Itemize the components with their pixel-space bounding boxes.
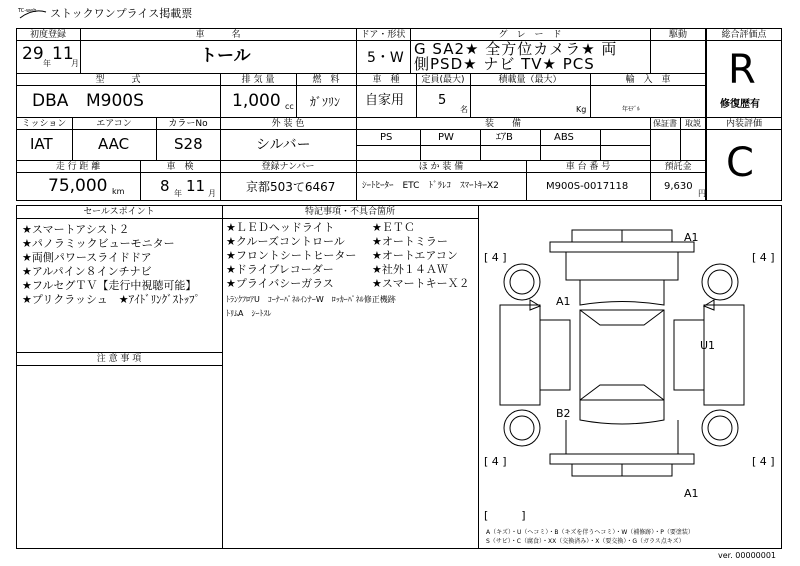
tire-spare: [ ] bbox=[484, 509, 526, 522]
special-item: ★オートエアコン bbox=[372, 249, 458, 262]
label-displacement: 排 気 量 bbox=[241, 75, 275, 85]
label-mission: ミッション bbox=[21, 119, 67, 129]
version-label: ver. 00000001 bbox=[718, 551, 777, 560]
special-item: ★ＥＴＣ bbox=[372, 221, 415, 234]
grade-line-1: G SA2★ 全方位カメラ★ 両 bbox=[414, 40, 618, 58]
overall-grade-sub: 修復歴有 bbox=[720, 99, 760, 110]
equip-1: PS bbox=[380, 132, 393, 143]
special-item: ★フロントシートヒーター bbox=[226, 249, 357, 262]
label-vin: 車 台 番 号 bbox=[565, 162, 611, 172]
car-name-value: トール bbox=[200, 46, 251, 66]
selling-point: ★両側パワースライドドア bbox=[22, 251, 152, 264]
other-equip-value: ｼｰﾄﾋｰﾀｰ ETC ﾄﾞﾗﾚｺ ｽﾏｰﾄｷｰX2 bbox=[362, 181, 499, 191]
mileage-value: 75,000 bbox=[48, 176, 108, 196]
label-capacity: 定員(最大) bbox=[421, 75, 465, 85]
displacement-value: 1,000 bbox=[232, 91, 281, 111]
legend-line-2: S（サビ）・C（腐食）・XX（交換済み）・X（要交換）・G（ガラス点キズ） bbox=[486, 538, 685, 545]
color-no-value: S28 bbox=[174, 135, 203, 153]
insp-year-unit: 年 bbox=[174, 189, 182, 198]
damage-mark: B2 bbox=[556, 407, 571, 420]
special-item: ★プライバシーガラス bbox=[226, 277, 334, 290]
fuel-value: ｶﾞｿﾘﾝ bbox=[310, 95, 341, 109]
selling-point: ★パノラミックビューモニター bbox=[22, 237, 175, 250]
exterior-value: シルバー bbox=[256, 137, 311, 153]
special-item: ★スマートキーＸ２ bbox=[372, 277, 470, 290]
plate-value: 京都503て6467 bbox=[246, 180, 336, 194]
reg-month-unit: 月 bbox=[71, 59, 79, 68]
label-car-name: 車 名 bbox=[195, 30, 241, 40]
label-warranty: 保証書 bbox=[653, 119, 677, 128]
label-plate: 登録ナンバー bbox=[261, 162, 315, 172]
special-item: ★社外１４ＡＷ bbox=[372, 263, 448, 276]
label-color-no: カラーNo bbox=[168, 119, 208, 129]
tire-front-left: [ 4 ] bbox=[484, 251, 507, 264]
selling-point: ★フルセグＴＶ【走行中視聴可能】 bbox=[22, 279, 197, 292]
damage-mark: A1 bbox=[684, 487, 699, 500]
vin-value: M900S-0017118 bbox=[546, 181, 629, 192]
equip-2: PW bbox=[438, 132, 454, 143]
doors-value: 5・W bbox=[367, 50, 404, 66]
insp-month-unit: 月 bbox=[208, 189, 216, 198]
category-value: 自家用 bbox=[365, 93, 405, 108]
label-mileage: 走 行 距 離 bbox=[55, 162, 101, 172]
prepaid-unit: 円 bbox=[698, 189, 706, 198]
label-type: 型 式 bbox=[95, 75, 141, 85]
type-model: M900S bbox=[86, 91, 144, 111]
selling-point: ★アルパイン８インチナビ bbox=[22, 265, 152, 278]
label-other-equip: ほ か 装 備 bbox=[418, 162, 464, 172]
insp-year: 8 bbox=[160, 177, 170, 195]
aircon-value: AAC bbox=[98, 135, 130, 153]
reg-year: 29 bbox=[22, 44, 44, 64]
logo-swoosh-icon bbox=[18, 6, 48, 20]
interior-grade: C bbox=[726, 140, 754, 186]
damage-mark: A1 bbox=[684, 231, 699, 244]
insp-month: 11 bbox=[186, 177, 206, 195]
legend-line-1: A（キズ）・U（ヘコミ）・B（キズを伴うヘコミ）・W（補修跡）・P（要塗装） bbox=[486, 529, 694, 536]
mission-value: IAT bbox=[30, 135, 53, 153]
capacity-unit: 名 bbox=[460, 105, 468, 114]
capacity-value: 5 bbox=[438, 93, 447, 108]
label-overall: 総合評価点 bbox=[721, 30, 767, 40]
label-inspection: 車 検 bbox=[166, 162, 194, 172]
label-category: 車 種 bbox=[372, 75, 400, 85]
label-exterior: 外 装 色 bbox=[271, 119, 305, 129]
label-cautions: 注 意 事 項 bbox=[96, 354, 142, 364]
label-equipment: 装 備 bbox=[484, 119, 521, 129]
selling-point: ★プリクラッシュ ★ｱｲﾄﾞﾘﾝｸﾞｽﾄｯﾌﾟ bbox=[22, 293, 201, 306]
label-prepaid: 預託金 bbox=[664, 162, 692, 172]
prepaid-value: 9,630 bbox=[664, 181, 693, 192]
label-first-reg: 初度登録 bbox=[29, 30, 66, 40]
label-aircon: エアコン bbox=[96, 119, 132, 129]
special-note-line: ﾄﾗﾝｸﾌﾛｱU ｺｰﾅｰﾊﾟﾈﾙｲﾝﾅｰW ﾛｯｶｰﾊﾟﾈﾙ修正機跡 bbox=[226, 295, 396, 304]
logo-text: TC-web bbox=[18, 8, 37, 14]
tire-rear-right: [ 4 ] bbox=[752, 455, 775, 468]
reg-year-unit: 年 bbox=[43, 59, 51, 68]
tire-front-right: [ 4 ] bbox=[752, 251, 775, 264]
label-selling-points: セールスポイント bbox=[83, 207, 155, 217]
label-import: 輸 入 車 bbox=[625, 75, 671, 85]
label-load: 積載量（最大） bbox=[498, 75, 562, 85]
special-item: ★クルーズコントロール bbox=[226, 235, 345, 248]
label-manual: 取説 bbox=[685, 119, 701, 128]
label-grade: グ レ ー ド bbox=[498, 30, 562, 40]
label-doors: ドア・形状 bbox=[360, 30, 406, 40]
load-unit: Kg bbox=[576, 105, 587, 114]
displacement-unit: cc bbox=[285, 102, 294, 111]
special-item: ★ドライブレコーダー bbox=[226, 263, 334, 276]
tire-rear-left: [ 4 ] bbox=[484, 455, 507, 468]
damage-mark: U1 bbox=[700, 339, 716, 352]
label-special-notes: 特記事項・不具合箇所 bbox=[304, 207, 395, 217]
car-damage-diagram bbox=[480, 210, 780, 528]
special-note-line: ﾄﾘﾑA ｼｰﾄｽﾚ bbox=[226, 309, 272, 318]
equip-4: ABS bbox=[554, 132, 574, 143]
document-title: ストックワンプライス掲載票 bbox=[50, 7, 193, 20]
special-item: ★オートミラー bbox=[372, 235, 448, 248]
special-item: ★ＬＥＤヘッドライト bbox=[226, 221, 335, 234]
label-drive: 駆動 bbox=[668, 30, 687, 40]
label-interior: 内装評価 bbox=[725, 119, 762, 129]
type-prefix: DBA bbox=[32, 91, 69, 111]
mileage-unit: km bbox=[112, 187, 125, 196]
damage-mark: A1 bbox=[556, 295, 571, 308]
selling-point: ★スマートアシスト２ bbox=[22, 223, 130, 236]
grade-line-2: 側PSD★ ナビ TV★ PCS bbox=[414, 55, 595, 73]
reg-month: 11 bbox=[52, 44, 74, 64]
label-fuel: 燃 料 bbox=[312, 75, 340, 85]
equip-3: ｴｱB bbox=[496, 132, 513, 143]
overall-grade: R bbox=[728, 47, 756, 93]
model-year-label: 年ﾓﾃﾞﾙ bbox=[622, 106, 641, 113]
